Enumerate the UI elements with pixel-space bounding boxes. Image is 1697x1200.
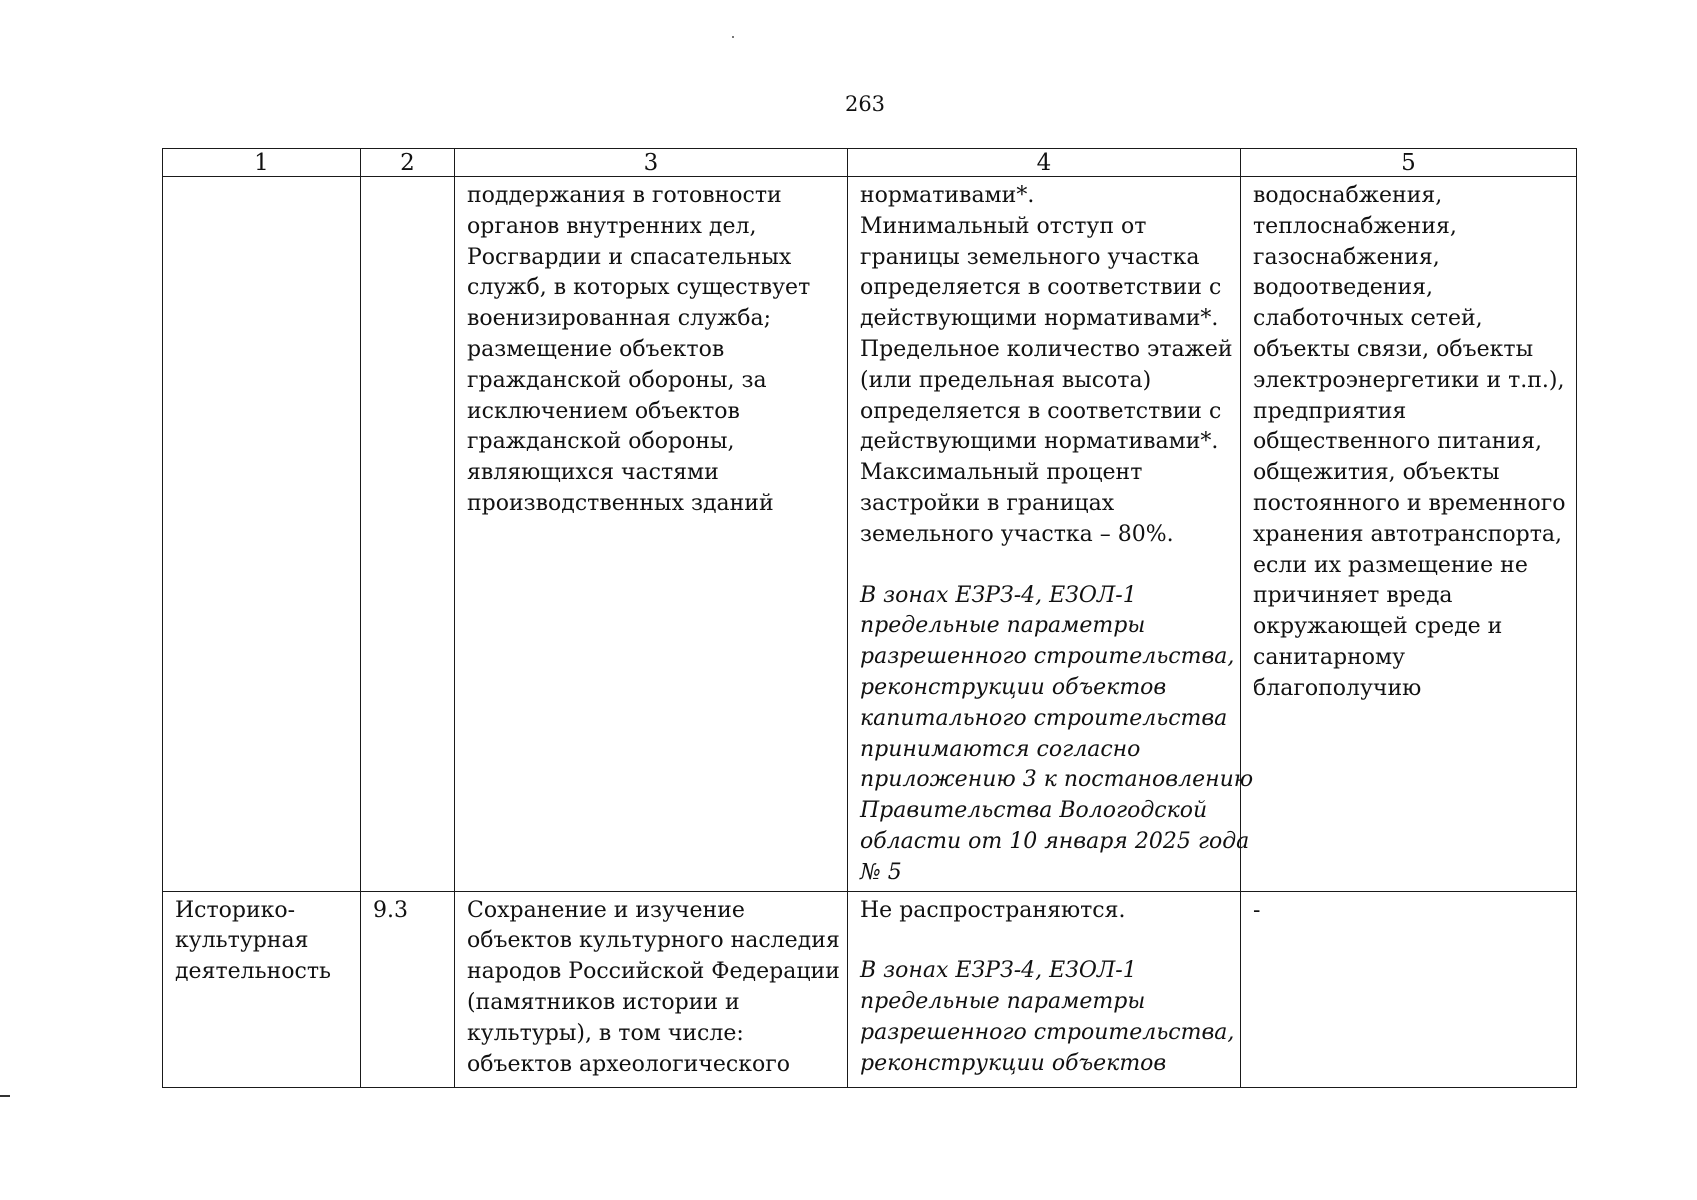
regulations-table: [162, 148, 1577, 1088]
text-line: если их размещение не: [1253, 552, 1528, 578]
scan-speck: [732, 36, 734, 38]
text-line: производственных зданий: [467, 490, 774, 516]
text-line: являющихся частями: [467, 460, 719, 486]
row2-col1: [163, 891, 361, 1087]
row1-col4: [848, 177, 1254, 892]
text-line: застройки в границах: [860, 490, 1115, 516]
italic-text-line: разрешенного строительства,: [860, 1019, 1235, 1045]
row2-col4: [848, 891, 1241, 1087]
text-line: Минимальный отступ от: [860, 213, 1147, 239]
text-line: предприятия: [1253, 398, 1407, 424]
row1-col1: [163, 177, 361, 892]
text-line: действующими нормативами*.: [860, 429, 1219, 455]
text-line: Сохранение и изучение: [467, 897, 745, 923]
italic-text-line: Правительства Вологодской: [860, 798, 1208, 824]
italic-text-line: принимаются согласно: [860, 736, 1141, 762]
row2-col3: [455, 891, 848, 1087]
text-line: объектов культурного наследия: [467, 928, 840, 954]
header-col-4: 4: [848, 149, 1241, 177]
text-line: определяется в соответствии с: [860, 275, 1222, 301]
text-line: слаботочных сетей,: [1253, 306, 1483, 332]
header-col-3: 3: [455, 149, 848, 177]
text-line: (или предельная высота): [860, 367, 1152, 393]
text-line: гражданской обороны, за: [467, 367, 767, 393]
header-col-1: 1: [163, 149, 361, 177]
header-col-5: 5: [1241, 149, 1577, 177]
text-line: Максимальный процент: [860, 460, 1143, 486]
page-number: 263: [844, 92, 886, 116]
text-line: Не распространяются.: [860, 897, 1126, 923]
text-line: водоснабжения,: [1253, 183, 1443, 208]
italic-text-line: капитального строительства: [860, 705, 1228, 731]
text-line: органов внутренних дел,: [467, 213, 757, 239]
table-row: [163, 891, 1577, 1087]
row2-col5: -: [1241, 891, 1577, 1087]
text-line: действующими нормативами*.: [860, 306, 1219, 332]
text-line: газоснабжения,: [1253, 244, 1440, 270]
row1-col3: [455, 177, 848, 892]
text-line: причиняет вреда: [1253, 583, 1453, 609]
paragraph-gap: [860, 926, 1230, 956]
text-line: гражданской обороны,: [467, 429, 735, 455]
text-line: военизированная служба;: [467, 306, 772, 332]
text-line: земельного участка – 80%.: [860, 521, 1174, 547]
italic-text-line: реконструкции объектов: [860, 674, 1167, 700]
text-line: Историко-: [175, 897, 296, 923]
paragraph-gap: [860, 551, 1230, 581]
text-line: исключением объектов: [467, 398, 740, 424]
text-line: водоотведения,: [1253, 275, 1434, 301]
text-line: деятельность: [175, 959, 331, 985]
italic-text-line: предельные параметры: [860, 613, 1146, 639]
text-line: благополучию: [1253, 675, 1422, 701]
italic-text-line: разрешенного строительства,: [860, 644, 1235, 670]
text-line: объекты связи, объекты: [1253, 336, 1534, 362]
text-line: постоянного и временного: [1253, 490, 1566, 516]
row1-col2: [361, 177, 455, 892]
text-line: Росгвардии и спасательных: [467, 244, 792, 270]
text-line: культурная: [175, 928, 309, 954]
text-line: теплоснабжения,: [1253, 213, 1457, 239]
header-col-2: 2: [361, 149, 455, 177]
text-line: санитарному: [1253, 644, 1406, 670]
text-line: (памятников истории и: [467, 989, 740, 1015]
table-row: [163, 177, 1577, 892]
text-line: электроэнергетики и т.п.),: [1253, 367, 1565, 393]
margin-mark: [0, 1095, 10, 1097]
text-line: Предельное количество этажей: [860, 336, 1233, 362]
text-line: окружающей среде и: [1253, 614, 1503, 640]
text-line: общежития, объекты: [1253, 460, 1500, 486]
text-line: объектов археологического: [467, 1051, 790, 1077]
italic-text-line: предельные параметры: [860, 989, 1146, 1015]
text-line: служб, в которых существует: [467, 275, 811, 301]
italic-text-line: реконструкции объектов: [860, 1050, 1167, 1076]
text-line: народов Российской Федерации: [467, 959, 840, 985]
text-line: культуры), в том числе:: [467, 1020, 744, 1046]
row2-col2: 9.3: [361, 891, 455, 1087]
italic-text-line: приложению 3 к постановлению: [860, 767, 1254, 793]
text-line: определяется в соответствии с: [860, 398, 1222, 424]
table-header-row: [163, 149, 1577, 177]
text-line: нормативами*.: [860, 183, 1035, 208]
text-line: хранения автотранспорта,: [1253, 521, 1563, 547]
text-line: поддержания в готовности: [467, 183, 782, 208]
italic-text-line: области от 10 января 2025 года: [860, 828, 1250, 854]
text-line: границы земельного участка: [860, 244, 1200, 270]
italic-text-line: № 5: [860, 859, 902, 885]
italic-text-line: В зонах ЕЗРЗ-4, ЕЗОЛ-1: [860, 958, 1137, 984]
italic-text-line: В зонах ЕЗРЗ-4, ЕЗОЛ-1: [860, 582, 1137, 608]
row1-col5: [1241, 177, 1577, 892]
text-line: размещение объектов: [467, 336, 725, 362]
text-line: общественного питания,: [1253, 429, 1543, 455]
